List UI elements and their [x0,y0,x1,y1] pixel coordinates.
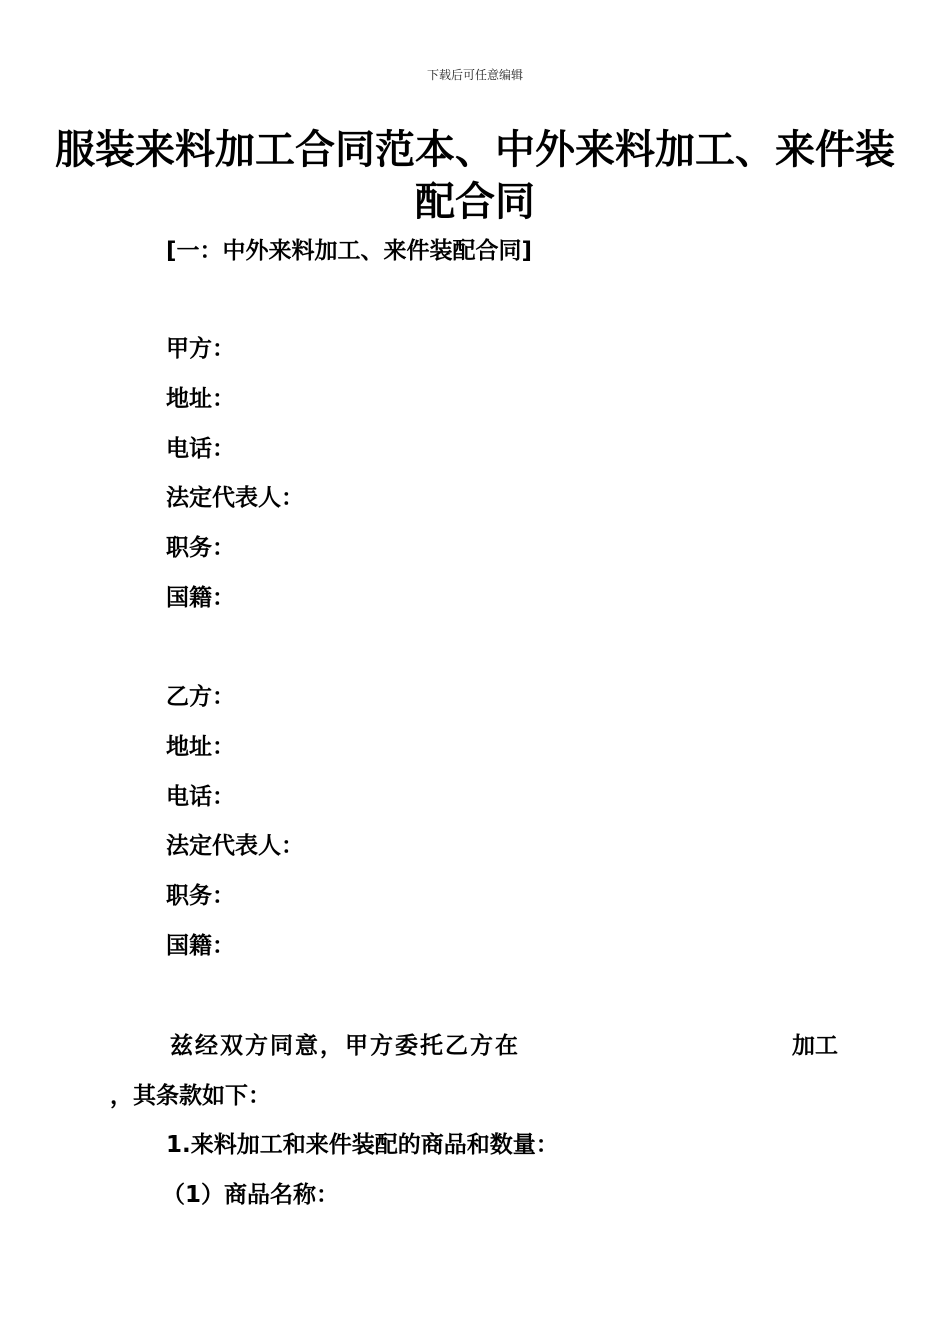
party-a-phone: 电话： [166,436,235,462]
party-b-address: 地址： [166,734,235,760]
party-b-nationality: 国籍： [166,933,235,959]
intro-continuation: ，其条款如下： [110,1083,271,1109]
party-a-nationality: 国籍： [166,585,235,611]
party-b-position: 职务： [166,883,235,909]
party-b-legal-rep: 法定代表人： [166,833,304,859]
document-subtitle: [一：中外来料加工、来件装配合同] [166,238,533,264]
party-a-address: 地址： [166,386,235,412]
intro-text-left: 兹经双方同意，甲方委托乙方在 [170,1033,520,1059]
document-title: 服装来料加工合同范本、中外来料加工、来件装配合同 [55,127,895,225]
intro-text-right: 加工 [792,1033,838,1059]
party-a-label: 甲方： [166,336,235,362]
section-1-item-1: （1）商品名称： [162,1182,340,1208]
party-b-phone: 电话： [166,784,235,810]
header-note: 下载后可任意编辑 [426,68,523,82]
section-1-heading: 1.来料加工和来件装配的商品和数量： [166,1132,559,1158]
party-a-legal-rep: 法定代表人： [166,485,304,511]
party-a-position: 职务： [166,535,235,561]
party-b-label: 乙方： [166,684,235,710]
